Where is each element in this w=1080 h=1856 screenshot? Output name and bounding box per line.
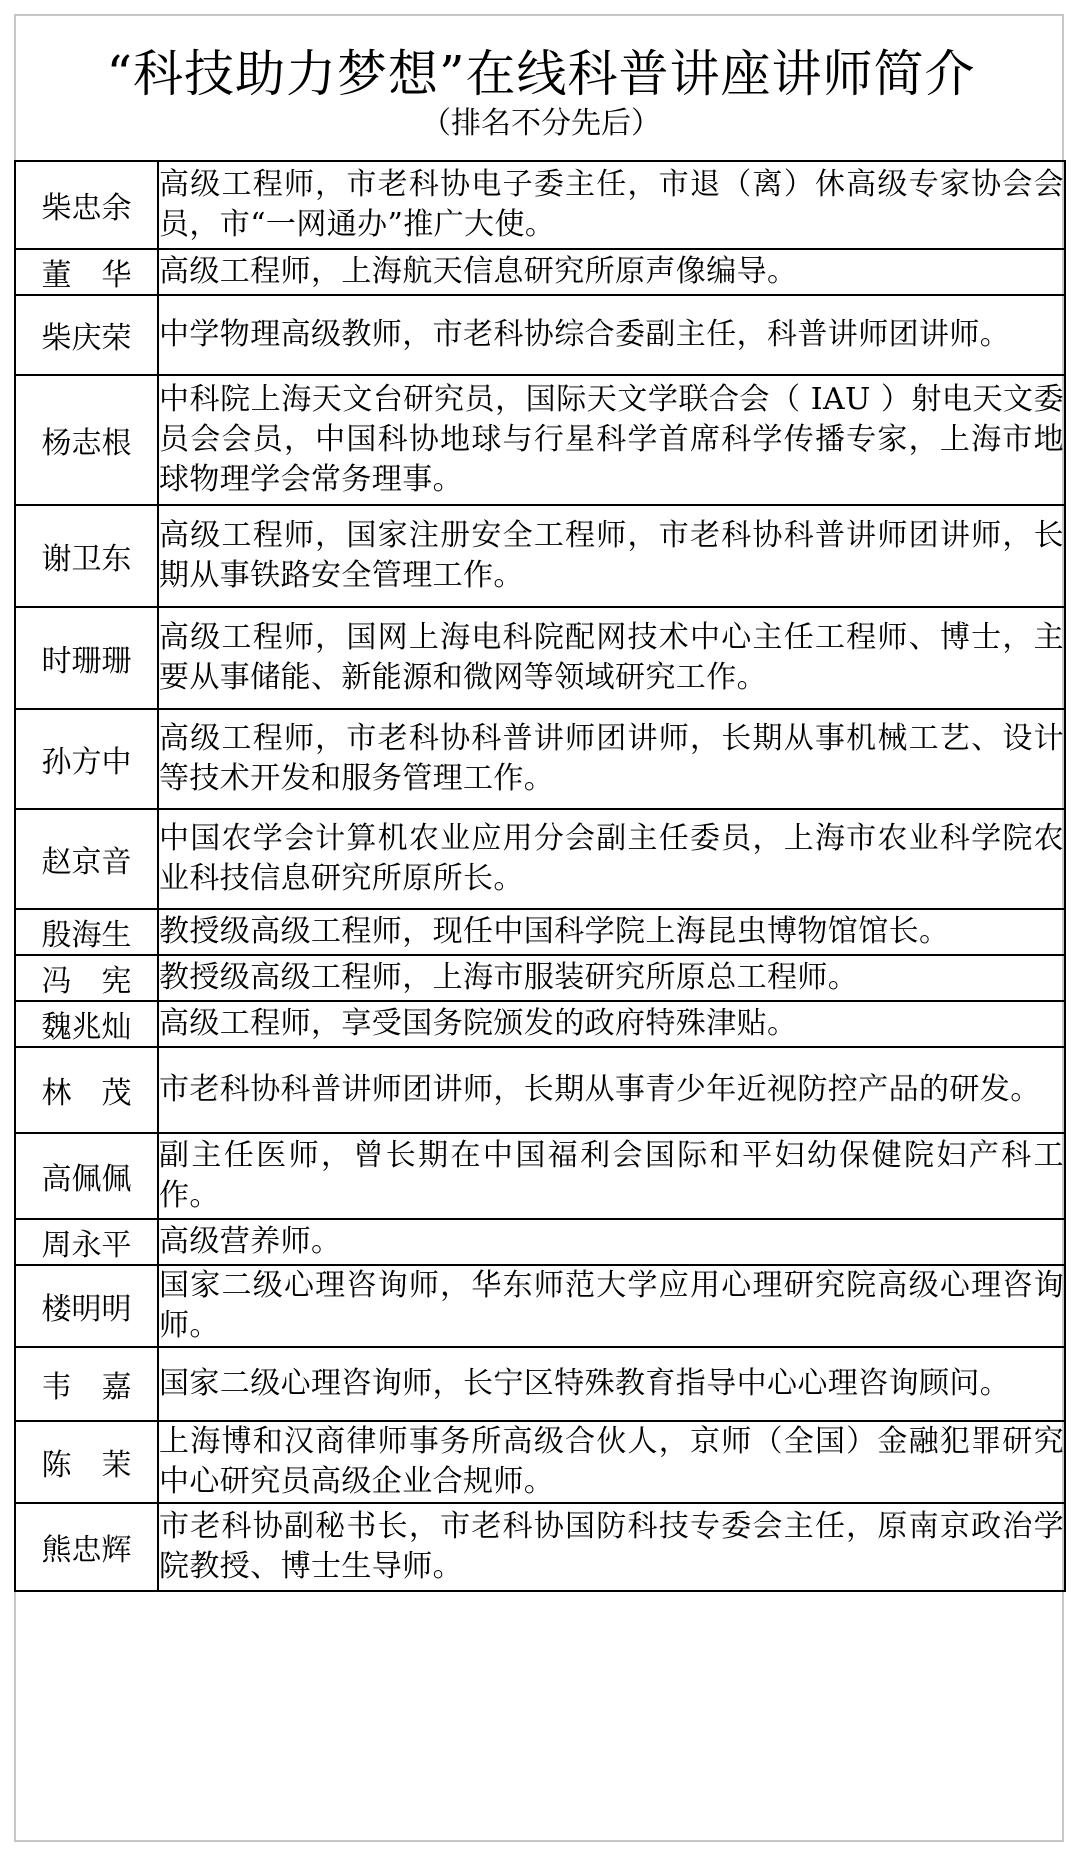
lecturer-description: 高级工程师，享受国务院颁发的政府特殊津贴。 bbox=[158, 1001, 1065, 1047]
table-row bbox=[15, 249, 1065, 295]
lecturer-description: 高级工程师，上海航天信息研究所原声像编导。 bbox=[158, 249, 1065, 295]
lecturer-description: 市老科协副秘书长，市老科协国防科技专委会主任，原南京政治学院教授、博士生导师。 bbox=[158, 1503, 1065, 1591]
table-row bbox=[15, 1503, 1065, 1591]
table-row bbox=[15, 161, 1065, 249]
table-row bbox=[15, 909, 1065, 955]
table-row bbox=[15, 607, 1065, 709]
lecturer-name: 孙方中 bbox=[15, 709, 158, 809]
table-row bbox=[15, 709, 1065, 809]
lecturer-name: 殷海生 bbox=[15, 909, 158, 955]
table-row bbox=[15, 295, 1065, 375]
table-row bbox=[15, 375, 1065, 505]
lecturer-name: 陈 茉 bbox=[15, 1421, 158, 1503]
lecturer-name: 杨志根 bbox=[15, 375, 158, 505]
table-row bbox=[15, 1219, 1065, 1265]
lecturer-name: 楼明明 bbox=[15, 1265, 158, 1347]
page-title: “科技助力梦想”在线科普讲座讲师简介 bbox=[106, 45, 976, 103]
table-row bbox=[15, 1347, 1065, 1421]
lecturer-description: 国家二级心理咨询师，长宁区特殊教育指导中心心理咨询顾问。 bbox=[158, 1347, 1065, 1421]
lecturer-name: 谢卫东 bbox=[15, 505, 158, 607]
lecturer-name: 时珊珊 bbox=[15, 607, 158, 709]
lecturer-table bbox=[14, 160, 1066, 1592]
lecturer-description: 教授级高级工程师，现任中国科学院上海昆虫博物馆馆长。 bbox=[158, 909, 1065, 955]
lecturer-description: 中科院上海天文台研究员，国际天文学联合会（ IAU ）射电天文委员会会员，中国科协地球与行星科学首席科学传播专家，上海市地球物理学会常务理事。 bbox=[158, 375, 1065, 505]
table-row bbox=[15, 1421, 1065, 1503]
lecturer-name: 冯 宪 bbox=[15, 955, 158, 1001]
lecturer-name: 柴庆荣 bbox=[15, 295, 158, 375]
lecturer-description: 中国农学会计算机农业应用分会副主任委员，上海市农业科学院农业科技信息研究所原所长。 bbox=[158, 809, 1065, 909]
table-row bbox=[15, 1265, 1065, 1347]
table-row bbox=[15, 1001, 1065, 1047]
table-row bbox=[15, 1047, 1065, 1133]
page-subtitle: （排名不分先后） bbox=[421, 106, 661, 141]
lecturer-name: 林 茂 bbox=[15, 1047, 158, 1133]
lecturer-description: 中学物理高级教师，市老科协综合委副主任，科普讲师团讲师。 bbox=[158, 295, 1065, 375]
lecturer-name: 周永平 bbox=[15, 1219, 158, 1265]
table-row bbox=[15, 809, 1065, 909]
lecturer-name: 柴忠余 bbox=[15, 161, 158, 249]
lecturer-name: 董 华 bbox=[15, 249, 158, 295]
lecturer-description: 国家二级心理咨询师，华东师范大学应用心理研究院高级心理咨询师。 bbox=[158, 1265, 1065, 1347]
lecturer-name: 魏兆灿 bbox=[15, 1001, 158, 1047]
lecturer-name: 高佩佩 bbox=[15, 1133, 158, 1219]
lecturer-name: 熊忠辉 bbox=[15, 1503, 158, 1591]
table-row bbox=[15, 505, 1065, 607]
lecturer-description: 高级工程师，国家注册安全工程师，市老科协科普讲师团讲师，长期从事铁路安全管理工作。 bbox=[158, 505, 1065, 607]
lecturer-description: 教授级高级工程师，上海市服装研究所原总工程师。 bbox=[158, 955, 1065, 1001]
lecturer-description: 高级工程师，市老科协电子委主任，市退（离）休高级专家协会会员，市“一网通办”推广大使。 bbox=[158, 161, 1065, 249]
lecturer-description: 高级营养师。 bbox=[158, 1219, 1065, 1265]
lecturer-name: 韦 嘉 bbox=[15, 1347, 158, 1421]
lecturer-description: 高级工程师，国网上海电科院配网技术中心主任工程师、博士，主要从事储能、新能源和微网等领域研究工作。 bbox=[158, 607, 1065, 709]
lecturer-description: 副主任医师，曾长期在中国福利会国际和平妇幼保健院妇产科工作。 bbox=[158, 1133, 1065, 1219]
lecturer-description: 高级工程师，市老科协科普讲师团讲师，长期从事机械工艺、设计等技术开发和服务管理工作。 bbox=[158, 709, 1065, 809]
lecturer-table-body bbox=[15, 161, 1065, 1591]
lecturer-description: 上海博和汉商律师事务所高级合伙人，京师（全国）金融犯罪研究中心研究员高级企业合规师。 bbox=[158, 1421, 1065, 1503]
table-row bbox=[15, 955, 1065, 1001]
lecturer-name: 赵京音 bbox=[15, 809, 158, 909]
table-row bbox=[15, 1133, 1065, 1219]
lecturer-description: 市老科协科普讲师团讲师，长期从事青少年近视防控产品的研发。 bbox=[158, 1047, 1065, 1133]
